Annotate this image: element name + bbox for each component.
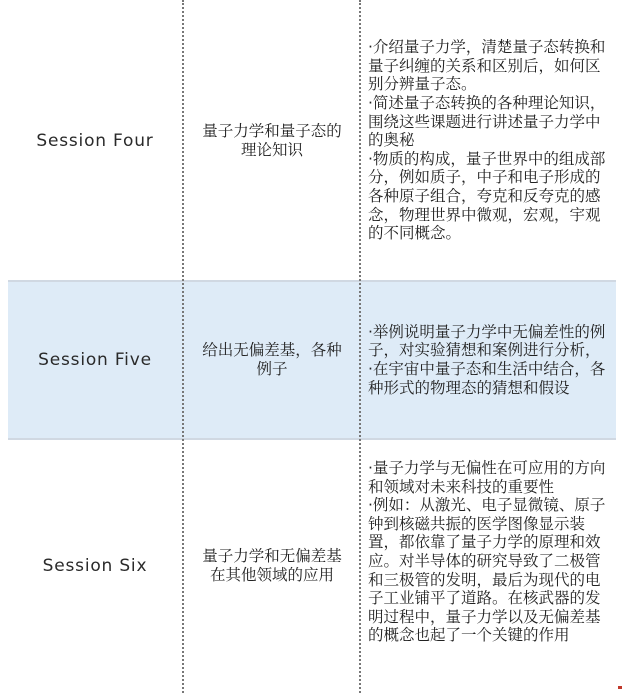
description-bullet: ·简述量子态转换的各种理论知识，围绕这些课题进行讲述量子力学中的奥秘 [368,94,606,150]
description-bullet: ·举例说明量子力学中无偏差性的例子，对实验猜想和案例进行分析， [368,322,606,360]
description-bullet: ·量子力学与无偏性在可应用的方向和领域对未来科技的重要性 [368,459,606,496]
session-description [368,38,610,243]
column-divider [359,0,361,693]
row-divider [8,280,616,282]
session-description-cell [362,281,614,439]
session-topic-cell [184,439,360,693]
description-bullet: ·介绍量子力学，清楚量子态转换和量子纠缠的关系和区别后，如何区别分辨量子态。 [368,38,606,94]
session-topic: 量子力学和量子态的理论知识 [202,121,342,159]
session-topic: 给出无偏差基，各种例子 [202,341,342,378]
session-topic-cell [184,281,360,439]
session-name: Session Four [36,130,154,151]
session-description-cell [362,439,614,693]
session-topic: 量子力学和无偏差基在其他领域的应用 [202,547,342,584]
session-name-cell [8,439,182,693]
session-description [368,323,610,397]
session-name-cell [8,0,182,281]
session-description-cell [362,0,614,281]
description-bullet: ·例如：从激光、电子显微镜、原子钟到核磁共振的医学图像显示装置，都依靠了量子力学的原理和效应。对半导体的研究导致了二极管和三极管的发明，最后为现代的电子工业铺平了道路。在核武器的发明过程中，量子力学以及无偏差基的概念也起了一个关键的作用 [368,496,606,645]
table-row-session-five [8,281,616,439]
corner-mark [618,686,622,689]
session-name: Session Six [42,556,148,576]
table-row-session-six [8,439,616,693]
session-name-cell [8,281,182,439]
column-divider [182,0,184,693]
session-table [8,0,616,693]
table-row-session-four [8,0,616,281]
session-name: Session Five [38,350,152,370]
session-description [368,459,610,645]
session-topic-cell [184,0,360,281]
row-divider [8,438,616,440]
description-bullet: ·物质的构成，量子世界中的组成部分，例如质子，中子和电子形成的各种原子组合，夸克和反夸克的感念，物理世界中微观，宏观，宇观的不同概念。 [368,149,606,243]
description-bullet: ·在宇宙中量子态和生活中结合，各种形式的物理态的猜想和假设 [368,360,606,397]
